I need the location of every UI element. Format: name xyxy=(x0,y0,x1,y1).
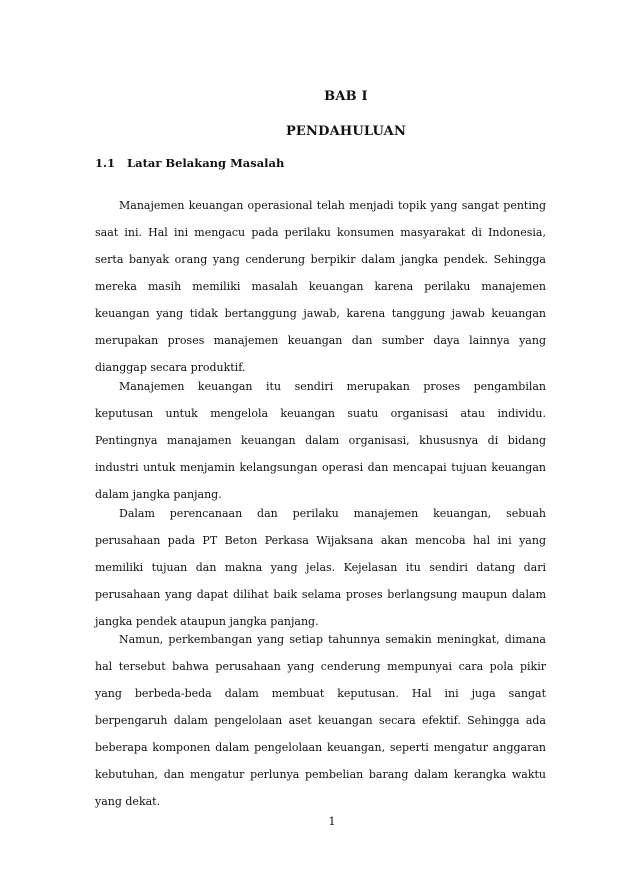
paragraph: Manajemen keuangan itu sendiri merupakan proses pengambilan keputusan untuk mengelola keuangan suatu organisasi atau individu. Pentingnya manajamen keuangan dalam organisasi, khususnya di bidang industri untuk menjamin kelangsungan operasi dan mencapai tujuan keuangan dalam jangka panjang. xyxy=(95,380,546,501)
section-number: 1.1 xyxy=(95,156,116,170)
page-number: 1 xyxy=(328,815,336,828)
section-heading xyxy=(95,156,284,170)
chapter-title: PENDAHULUAN xyxy=(285,124,407,139)
paragraph: Dalam perencanaan dan perilaku manajemen keuangan, sebuah perusahaan pada PT Beton Perkasa Wijaksana akan mencoba hal ini yang memiliki tujuan dan makna yang jelas. Kejelasan itu sendiri datang dari perusahaan yang dapat dilihat baik selama proses berlangsung maupun dalam jangka pendek ataupun jangka panjang. xyxy=(95,507,546,628)
section-title: Latar Belakang Masalah xyxy=(127,156,285,170)
chapter-number: BAB I xyxy=(324,89,368,104)
paragraph: Namun, perkembangan yang setiap tahunnya semakin meningkat, dimana hal tersebut bahwa perusahaan yang cenderung mempunyai cara pola pikir yang berbeda-beda dalam membuat keputusan. Hal ini juga sangat berpengaruh dalam pengelolaan aset keuangan secara efektif. Sehingga ada beberapa komponen dalam pengelolaan keuangan, seperti mengatur anggaran kebutuhan, dan mengatur perlunya pembelian barang dalam kerangka waktu yang dekat. xyxy=(95,633,546,808)
paragraph: Manajemen keuangan operasional telah menjadi topik yang sangat penting saat ini. Hal ini mengacu pada perilaku konsumen masyarakat di Indonesia, serta banyak orang yang cenderung berpikir dalam jangka pendek. Sehingga mereka masih memiliki masalah keuangan karena perilaku manajemen keuangan yang tidak bertanggung jawab, karena tanggung jawab keuangan merupakan proses manajemen keuangan dan sumber daya lainnya yang dianggap secara produktif. xyxy=(95,199,546,374)
